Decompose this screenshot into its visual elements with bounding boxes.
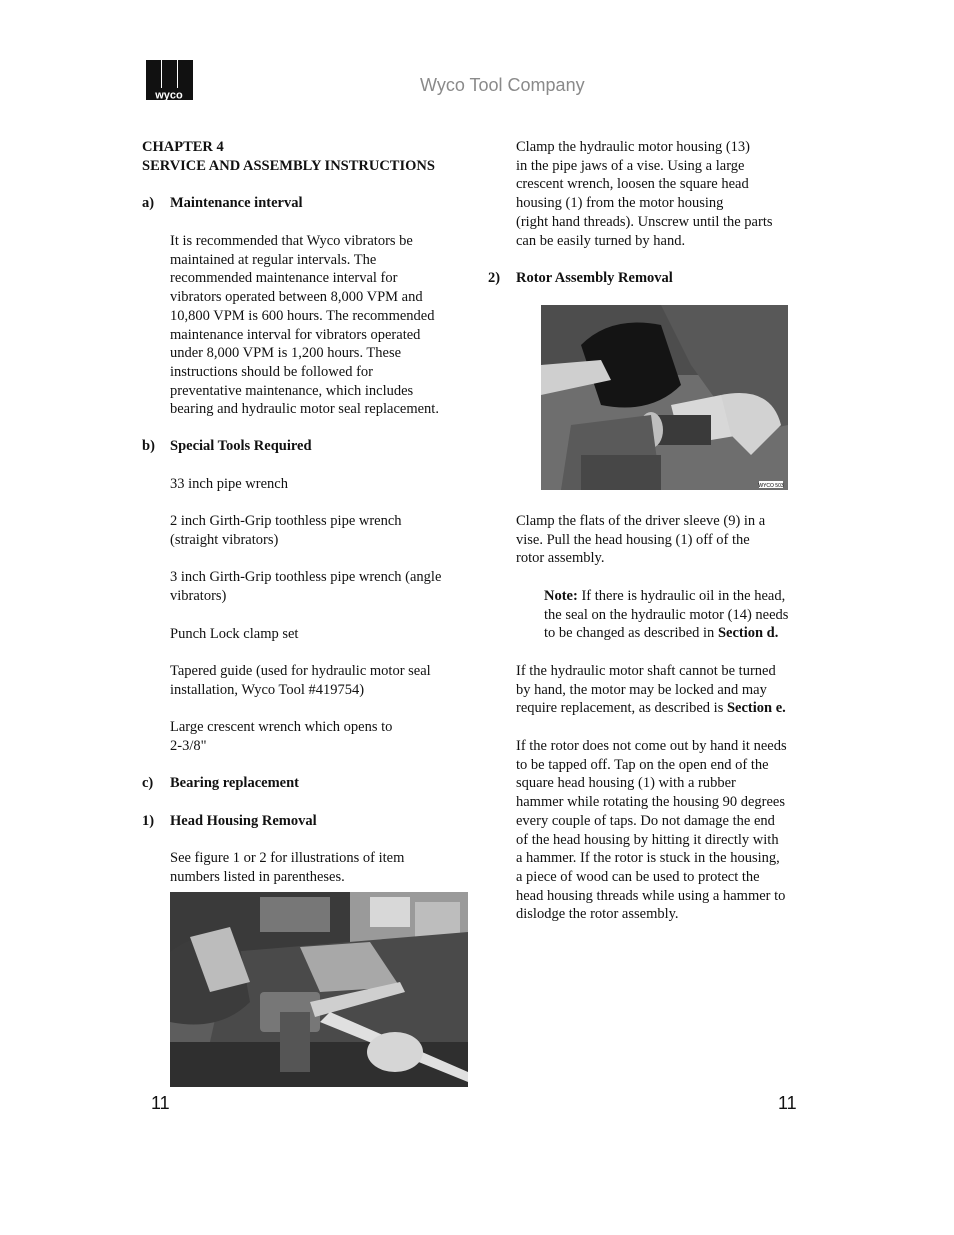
body-line: head housing threads while using a hammer to	[516, 887, 786, 904]
body-line: preventative maintenance, which includes	[170, 382, 414, 399]
body-line: vise. Pull the head housing (1) off of the	[516, 531, 750, 548]
body-line: rotor assembly.	[516, 550, 605, 567]
tool-line: Large crescent wrench which opens to	[170, 719, 393, 735]
tool-line: vibrators)	[170, 587, 227, 604]
note-line: Note: If there is hydraulic oil in the head,	[544, 588, 786, 604]
para-motor-locked	[516, 662, 786, 718]
head-housing-photo	[170, 892, 468, 1087]
body-line: a hammer. If the rotor is stuck in the housing,	[516, 850, 780, 867]
tool-line: 2 inch Girth-Grip toothless pipe wrench	[170, 513, 402, 529]
body-line: It is recommended that Wyco vibrators be	[170, 233, 413, 249]
page-number-left: 11	[151, 1093, 170, 1113]
body-line: Clamp the flats of the driver sleeve (9) in a	[516, 513, 766, 529]
section-2-title: Rotor Assembly Removal	[516, 270, 673, 286]
body-line: recommended maintenance interval for	[170, 270, 398, 287]
section-1-title: Head Housing Removal	[170, 813, 317, 829]
section-ref: Section d.	[717, 625, 779, 642]
tool-item	[170, 512, 402, 549]
body-line: in the pipe jaws of a vise. Using a large	[516, 157, 745, 174]
tool-line: 2-3/8"	[170, 737, 207, 754]
body-line: can be easily turned by hand.	[516, 232, 686, 249]
body-line: require replacement, as described is Section e.	[516, 700, 786, 717]
body-line: every couple of taps. Do not damage the end	[516, 812, 775, 829]
body-line: crescent wrench, loosen the square head	[516, 176, 749, 193]
body-line: maintenance interval for vibrators operated	[170, 326, 421, 343]
body-line: to be tapped off. Tap on the open end of the	[516, 756, 769, 773]
chapter-title: SERVICE AND ASSEMBLY INSTRUCTIONS	[142, 158, 435, 174]
body-line: instructions should be followed for	[170, 363, 373, 380]
body-line: If the rotor does not come out by hand it needs	[516, 738, 787, 754]
note-line: to be changed as described in Section d.	[544, 625, 779, 642]
section-a-body	[170, 232, 439, 419]
body-line: 10,800 VPM is 600 hours. The recommended	[170, 307, 435, 324]
tool-line: installation, Wyco Tool #419754)	[170, 681, 365, 698]
para-rotor-tap	[516, 737, 787, 924]
chapter-label: CHAPTER 4	[142, 139, 224, 155]
photo-tag: WYCO 503	[758, 483, 784, 489]
note-label: Note:	[544, 588, 578, 604]
body-line: vibrators operated between 8,000 VPM and	[170, 289, 423, 306]
body-line: under 8,000 VPM is 1,200 hours. These	[170, 345, 402, 362]
body-line: a piece of wood can be used to protect the	[516, 868, 760, 885]
para-clamp-flats	[516, 512, 765, 568]
tool-item: Punch Lock clamp set	[170, 626, 299, 642]
body-line: bearing and hydraulic motor seal replacement.	[170, 401, 439, 418]
section-ref: Section e.	[726, 700, 786, 717]
body-line: maintained at regular intervals. The	[170, 251, 377, 268]
section-b-title: Special Tools Required	[170, 438, 312, 454]
para-clamp-motor	[516, 138, 773, 250]
section-1-mark: 1)	[142, 813, 155, 829]
body-line: (right hand threads). Unscrew until the parts	[516, 213, 773, 230]
tool-item: 33 inch pipe wrench	[170, 476, 288, 492]
body-line: dislodge the rotor assembly.	[516, 906, 679, 923]
body-line: housing (1) from the motor housing	[516, 195, 724, 212]
tool-item	[170, 568, 441, 605]
section-c-title: Bearing replacement	[170, 775, 299, 791]
body-line: square head housing (1) with a rubber	[516, 775, 736, 792]
tool-item	[170, 718, 392, 755]
section-a-mark: a)	[142, 195, 155, 211]
company-name: Wyco Tool Company	[420, 75, 585, 95]
svg-text:wyco: wyco	[155, 89, 183, 102]
tool-line: (straight vibrators)	[170, 531, 279, 548]
section-1-body	[170, 849, 404, 886]
section-b-mark: b)	[142, 438, 155, 454]
body-line: See figure 1 or 2 for illustrations of item	[170, 850, 405, 866]
body-line: If the hydraulic motor shaft cannot be turned	[516, 663, 776, 679]
wyco-logo	[146, 60, 198, 102]
section-a-title: Maintenance interval	[170, 195, 303, 211]
tool-line: Tapered guide (used for hydraulic motor seal	[170, 663, 431, 679]
tool-line: 3 inch Girth-Grip toothless pipe wrench (angle	[170, 569, 442, 585]
page-number-right: 11	[778, 1093, 797, 1113]
rotor-removal-photo	[541, 305, 788, 490]
body-line: Clamp the hydraulic motor housing (13)	[516, 139, 750, 155]
body-line: by hand, the motor may be locked and may	[516, 681, 767, 698]
note-line: the seal on the hydraulic motor (14) needs	[544, 606, 789, 623]
note-block	[544, 587, 788, 643]
body-line: hammer while rotating the housing 90 degrees	[516, 794, 785, 811]
body-line: numbers listed in parentheses.	[170, 868, 345, 885]
tool-item	[170, 662, 431, 699]
section-2-mark: 2)	[488, 270, 501, 286]
section-c-mark: c)	[142, 775, 154, 791]
body-line: of the head housing by hitting it directly with	[516, 831, 779, 848]
